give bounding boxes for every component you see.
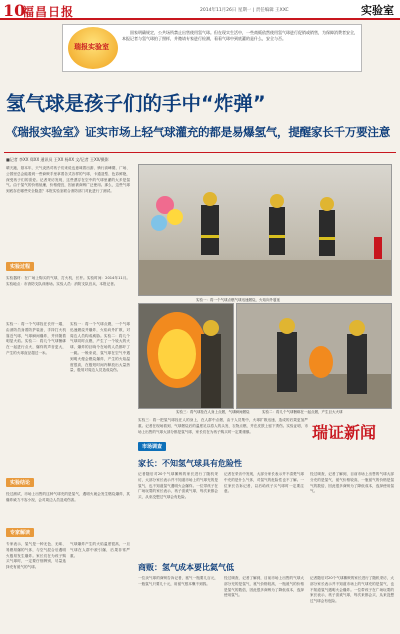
intro-text: 固家明确规定，公共场所禁止出售使用氢气球。但在现实生活中，一些商贩依然使用氢气球进行促销或销售，为保障消费者安全，本报记者与氢气球拍了照样，并邀请专家进行检测，看看气球中到底灌的是什么，安全与否。	[122, 30, 358, 42]
article-paragraph: 实验三：将一把氢气球拴在人的身上，在人群中点燃，由于人员集中，火球扩散迅速，造成的后果更加严重。记者在现场看到，气球燃烧后的温度足以将人的头发、衣物点燃，并在皮肤上留下烫伤。实验证明，市场上出售的气球大部分都是氢气球，家长们在为孩子购买时一定要谨慎。	[138, 418, 308, 434]
article-paragraph: 实验一：将一个气球点燃，一个气球迅速燃烧并爆炸，火焰向外扩散，对周边人员构成威胁。实验二：将几个气球同时点燃，产生了一个较大的火球，爆炸的巨响令在场的人员都吓了一跳。一般来说，氢气球在空气中遇到明火便会燃烧爆炸，产生的火焰温度很高，在极短时间内释放出大量热量，极易对周边人员造成烧伤。	[70, 322, 130, 373]
photo-caption: 实验一：将一个气球点燃气球迅速燃烧，火焰向外蔓延	[196, 298, 280, 302]
article-paragraph: 记者在采访中发现，大部分家长表示并不清楚气球中充的是什么气体，对氢气的危险性也不了解。一位家长告诉记者，以后给孩子买气球时一定要注意。	[224, 472, 304, 494]
article-paragraph: 实验器材：在广场上购买的气球，打火机，长杆。实验时间：2014年11月。实验地点：市消防支队训练场。实验人员：消防支队官兵，本报记者。	[6, 276, 130, 286]
brand-logo	[312, 420, 398, 450]
firefighters-illustration	[139, 165, 392, 296]
experiment-illustration	[237, 304, 392, 409]
article-paragraph: 实验一：将一个气球拴在长杆一端，由消防员身着防护装备，手持打火机靠近气球，气球瞬间爆炸，并伴随着明显火焰。实验二：将几个气球捆绑在一起进行点火，爆炸的声音更大，产生的火球直径超过一米。	[6, 322, 66, 355]
article-paragraph: 经过调查，记者了解到，目前市场上出售的气球大部分充的是氢气，氦气价格较高，一瓶氦气的价格是氢气的数倍，因此很多商贩为了降低成本，选择使用氢气。	[310, 472, 394, 494]
divider	[4, 152, 396, 153]
section-title: 实验室	[361, 4, 394, 17]
photo-caption: 实验二：将几个气球捆绑在一起点燃，产生巨大火球	[262, 410, 343, 414]
page-number: 10	[3, 1, 26, 20]
section-tag: 专家解读	[6, 528, 34, 537]
dateline: 2014年11月26日 星期一 | 责任编辑 王XXC	[200, 8, 289, 13]
article-paragraph: 经过调查，记者了解到，目前市场上出售的气球大部分充的是氢气，氦气价格较高，一瓶氦气的价格是氢气的数倍，因此很多商贩为了降低成本，选择使用氢气。	[224, 576, 304, 598]
byline: ■记者 李XX 郑XX 通讯员 王XX 杨XX 文/记者 王XX/摄影	[6, 157, 109, 162]
brand-text: 瑞证新闻	[312, 423, 377, 442]
article-paragraph: 晴天跑，基本年，天气炎热对孩子们来说也意味着出游、骑行高峰期，广场、公园里总会能看到一些商贩手里拿着各式各样的气球，卡通造型、色彩鲜艳，深受孩子们的喜爱。记者采访发现，这些漂浮在空中的气球里灌的大多是氢气。由于氢气的价格低廉，价格便宜，因而被商贩广泛使用。那么，这些气球到底存在哪些安全隐患？本报实验室联合消防部门对此进行了测试。	[6, 166, 130, 194]
subheading: 家长：不知氢气球具有危险性	[138, 459, 242, 468]
newspaper-name: 福昌日报	[22, 5, 75, 19]
page-header	[0, 0, 400, 20]
article-paragraph: 记者随后对20个气球摊贩的家长进行了随机采访，大部分家长表示并不知道市场上的气球充的是氢气，也不知道氢气遇明火会爆炸。一位带孩子在广场玩耍的家长表示，孩子喜欢气球，每次来都会买，从来没想过气球会有危险。	[310, 576, 394, 604]
subheadline: 《瑞报实验室》证实市场上轻气球灌充的都是易爆氢气，提醒家长千万要注意	[6, 125, 390, 139]
section-tag: 实验结论	[6, 478, 34, 487]
photo-experiment	[236, 303, 392, 409]
logo-text: 瑞报实验室	[74, 43, 109, 51]
headline: 氢气球是孩子们的手中“炸弹”	[6, 92, 266, 115]
section-tag: 市场调查	[138, 442, 166, 451]
article-paragraph: 经过测试，市场上出售的这种气球充的是氢气，遇明火就会发生燃烧爆炸，其爆炸威力不容小视，会对周边人员造成伤害。	[6, 492, 130, 502]
fireball-illustration	[139, 304, 234, 409]
photo-firefighters	[138, 164, 392, 296]
photo-fireball	[138, 303, 234, 409]
article-paragraph: 气球爆炸产生的火焰温度很高，一旦气球在人群中被引爆，后果非常严重。	[70, 542, 130, 558]
article-paragraph: 一位卖气球的商贩告诉记者，氦气一瓶要几百元，一瓶氢气只要几十元，用氦气根本赚不到钱。	[138, 576, 218, 586]
subheading: 商贩：氢气成本要比氦气低	[138, 563, 234, 572]
section-tag: 实验过程	[6, 262, 34, 271]
photo-caption: 实验三：将气球拴在人身上点燃，气球瞬间燃烧	[176, 410, 250, 414]
article-paragraph: 专家表示，氢气是一种无色、无味、易燃易爆的气体，与空气混合后遇明火极易发生爆炸。家长们在为孩子购买气球时，一定要仔细辨别，尽量选择充有氦气的气球。	[6, 542, 66, 570]
article-paragraph: 记者随后对20个气球摊贩的家长进行了随机采访，大部分家长表示并不知道市场上的气球充的是氢气，也不知道氢气遇明火会爆炸。一位带孩子在广场玩耍的家长表示，孩子喜欢气球，每次来都会买，从来没想过气球会有危险。	[138, 472, 218, 500]
